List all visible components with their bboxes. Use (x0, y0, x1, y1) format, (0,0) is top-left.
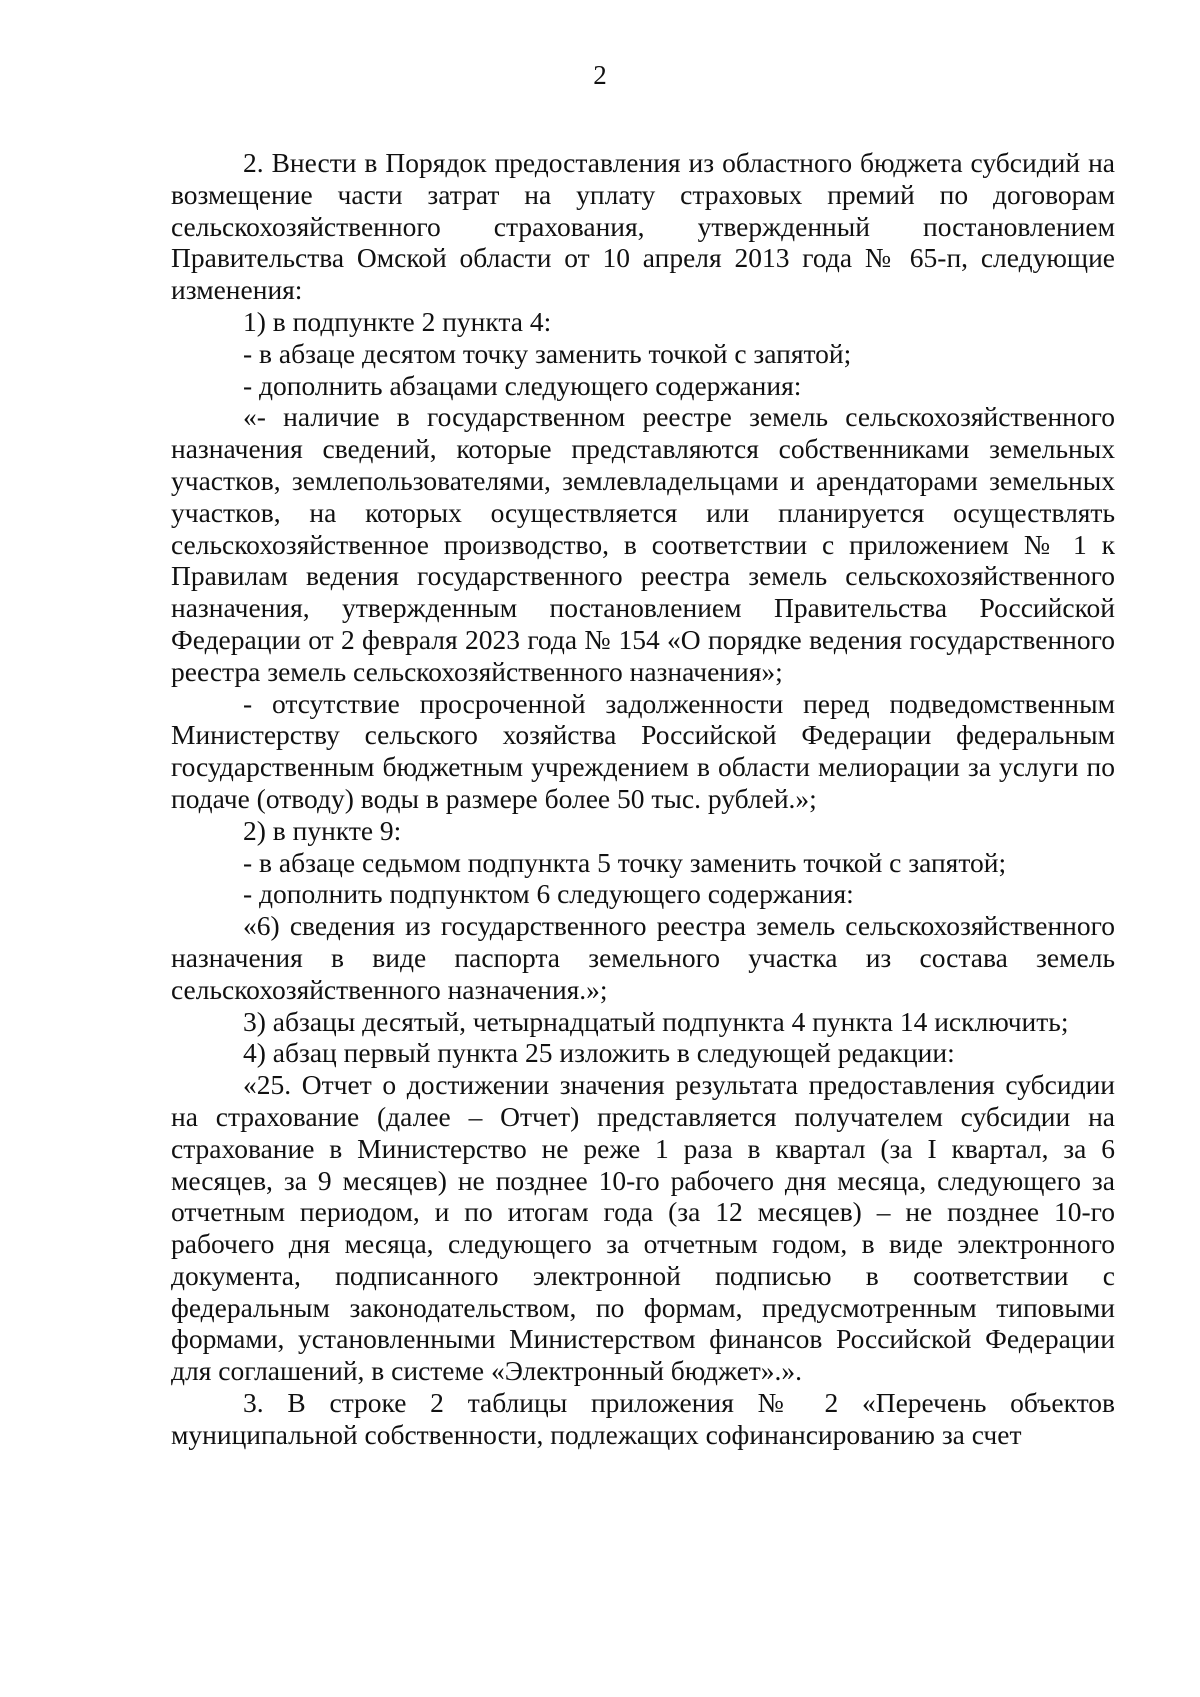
paragraph-item-2: 2. Внести в Порядок предоставления из областного бюджета субсидий на возмещение части затрат на уплату страховых премий по договорам сельскохозяйственного страхования, утвержденный постановлением Правительства Омской области от 10 апреля 2013 года № 65-п, следующие изменения: (171, 147, 1115, 306)
paragraph-quote: «- наличие в государственном реестре земель сельскохозяйственного назначения сведений, которые представляются собственниками земельных участков, землепользователями, землевладельцами и арендаторами земельных участков, на которых осуществляется или планируется осуществлять сельскохозяйственное производство, в соответствии с приложением № 1 к Правилам ведения государственного реестра земель сельскохозяйственного назначения, утвержденным постановлением Правительства Российской Федерации от 2 февраля 2023 года № 154 «О порядке ведения государственного реестра земель сельскохозяйственного назначения»; (171, 401, 1115, 687)
paragraph-subitem-4: 4) абзац первый пункта 25 изложить в следующей редакции: (243, 1037, 955, 1069)
paragraph-subitem-2: 2) в пункте 9: (243, 814, 402, 846)
paragraph-dash: - в абзаце седьмом подпункта 5 точку заменить точкой с запятой; (243, 846, 1007, 878)
paragraph-dash: - отсутствие просроченной задолженности перед подведомственным Министерству сельского хозяйства Российской Федерации федеральным государственным бюджетным учреждением в области мелиорации за услуги по подаче (отводу) воды в размере более 50 тыс. рублей.»; (171, 687, 1115, 814)
paragraph-dash: - в абзаце десятом точку заменить точкой с запятой; (243, 337, 852, 369)
paragraph-item-3: 3. В строке 2 таблицы приложения № 2 «Перечень объектов муниципальной собственности, подлежащих софинансированию за счет (171, 1387, 1115, 1450)
paragraph-quote: «6) сведения из государственного реестра земель сельскохозяйственного назначения в виде паспорта земельного участка из состава земель сельскохозяйственного назначения.»; (171, 910, 1115, 1005)
paragraph-dash: - дополнить абзацами следующего содержания: (243, 369, 802, 401)
document-body (171, 147, 1115, 1451)
paragraph-subitem-1: 1) в подпункте 2 пункта 4: (243, 305, 552, 337)
paragraph-quote: «25. Отчет о достижении значения результата предоставления субсидии на страхование (далее – Отчет) представляется получателем субсидии на страхование в Министерство не реже 1 раза в квартал (за I квартал, за 6 месяцев, за 9 месяцев) не позднее 10-го рабочего дня месяца, следующего за отчетным периодом, и по итогам года (за 12 месяцев) – не позднее 10-го рабочего дня месяца, следующего за отчетным годом, в виде электронного документа, подписанного электронной подписью в соответствии с федеральным законодательством, по формам, предусмотренным типовыми формами, установленными Министерством финансов Российской Федерации для соглашений, в системе «Электронный бюджет».». (171, 1069, 1115, 1387)
paragraph-dash: - дополнить подпунктом 6 следующего содержания: (243, 878, 854, 910)
paragraph-subitem-3: 3) абзацы десятый, четырнадцатый подпункта 4 пункта 14 исключить; (243, 1005, 1069, 1037)
page-number: 2 (593, 60, 607, 90)
